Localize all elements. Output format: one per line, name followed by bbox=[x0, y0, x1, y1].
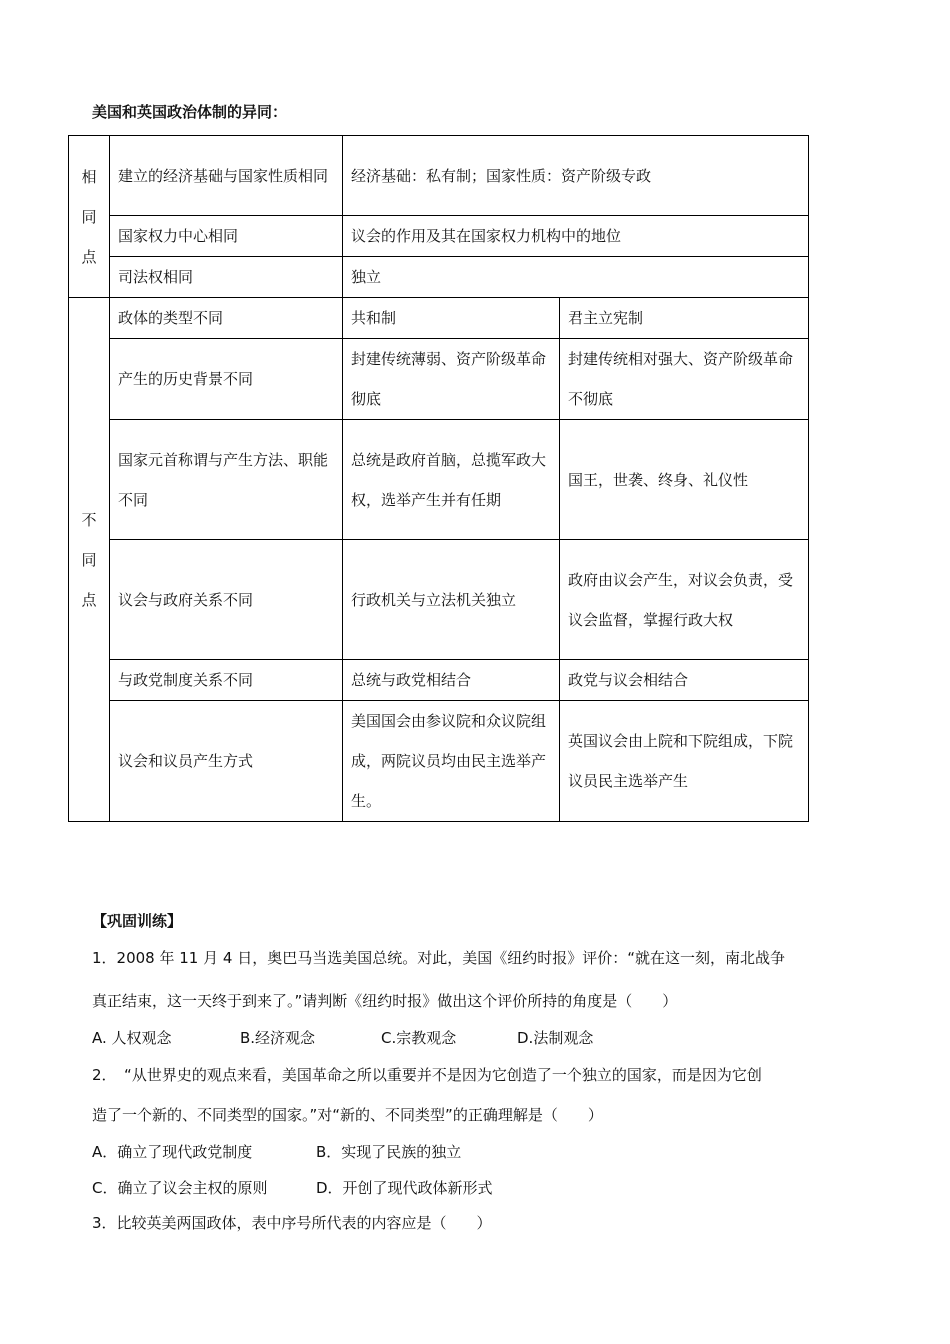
question-3-line-1: 3．比较英美两国政体，表中序号所代表的内容应是（ ） bbox=[92, 1214, 492, 1232]
question-2-options-ab bbox=[92, 1141, 461, 1162]
table-row bbox=[69, 660, 809, 701]
table-cell: 总统与政党相结合 bbox=[343, 660, 560, 701]
table-cell: 封建传统薄弱、资产阶级革命彻底 bbox=[343, 339, 560, 420]
question-2-line-2: 造了一个新的、不同类型的国家。”对“新的、不同类型”的正确理解是（ ） bbox=[92, 1106, 603, 1124]
table-cell: 与政党制度关系不同 bbox=[110, 660, 343, 701]
table-row bbox=[69, 257, 809, 298]
q1-option-d: D.法制观念 bbox=[517, 1029, 594, 1047]
comparison-table bbox=[68, 135, 809, 822]
q2-option-c: C．确立了议会主权的原则 bbox=[92, 1179, 268, 1197]
table-cell: 议会与政府关系不同 bbox=[110, 540, 343, 660]
question-1-options bbox=[92, 1027, 593, 1048]
table-row bbox=[69, 216, 809, 257]
table-cell: 产生的历史背景不同 bbox=[110, 339, 343, 420]
q1-option-b: B.经济观念 bbox=[240, 1029, 316, 1047]
table-cell: 国家元首称谓与产生方法、职能不同 bbox=[110, 420, 343, 540]
table-row bbox=[69, 540, 809, 660]
table-cell: 国家权力中心相同 bbox=[110, 216, 343, 257]
question-1-line-2: 真正结束，这一天终于到来了。”请判断《纽约时报》做出这个评价所持的角度是（ ） bbox=[92, 992, 678, 1010]
question-2-options-cd bbox=[92, 1177, 493, 1198]
q1-option-a: A. 人权观念 bbox=[92, 1029, 172, 1047]
table-cell: 共和制 bbox=[343, 298, 560, 339]
table-title: 美国和英国政治体制的异同： bbox=[92, 103, 288, 121]
table-cell: 独立 bbox=[343, 257, 809, 298]
table-cell: 政党与议会相结合 bbox=[560, 660, 809, 701]
q2-option-b: B．实现了民族的独立 bbox=[316, 1143, 462, 1161]
question-2-line-1: 2． “从世界史的观点来看，美国革命之所以重要并不是因为它创造了一个独立的国家，而是因为它创 bbox=[92, 1066, 762, 1084]
diff-points-label: 不 同 点 bbox=[69, 298, 110, 822]
table-cell: 国王，世袭、终身、礼仪性 bbox=[560, 420, 809, 540]
table-cell: 议会和议员产生方式 bbox=[110, 701, 343, 822]
table-cell: 司法权相同 bbox=[110, 257, 343, 298]
table-cell: 美国国会由参议院和众议院组成，两院议员均由民主选举产生。 bbox=[343, 701, 560, 822]
table-cell: 封建传统相对强大、资产阶级革命不彻底 bbox=[560, 339, 809, 420]
question-1-line-1: 1．2008 年 11 月 4 日，奥巴马当选美国总统。对此，美国《纽约时报》评价：“就在这一刻，南北战争 bbox=[92, 949, 785, 967]
q2-option-a: A．确立了现代政党制度 bbox=[92, 1143, 253, 1161]
table-cell: 英国议会由上院和下院组成，下院议员民主选举产生 bbox=[560, 701, 809, 822]
table-row bbox=[69, 136, 809, 216]
table-row bbox=[69, 701, 809, 822]
table-cell: 君主立宪制 bbox=[560, 298, 809, 339]
same-points-label: 相 同 点 bbox=[69, 136, 110, 298]
table-row bbox=[69, 339, 809, 420]
table-cell: 建立的经济基础与国家性质相同 bbox=[110, 136, 343, 216]
table-cell: 经济基础：私有制；国家性质：资产阶级专政 bbox=[343, 136, 809, 216]
q2-option-d: D．开创了现代政体新形式 bbox=[316, 1179, 493, 1197]
q1-option-c: C.宗教观念 bbox=[381, 1029, 457, 1047]
table-cell: 行政机关与立法机关独立 bbox=[343, 540, 560, 660]
table-cell: 政府由议会产生，对议会负责，受议会监督，掌握行政大权 bbox=[560, 540, 809, 660]
table-row bbox=[69, 298, 809, 339]
table-cell: 议会的作用及其在国家权力机构中的地位 bbox=[343, 216, 809, 257]
table-row bbox=[69, 420, 809, 540]
section-title: 【巩固训练】 bbox=[92, 912, 183, 930]
table-cell: 政体的类型不同 bbox=[110, 298, 343, 339]
table-cell: 总统是政府首脑，总揽军政大权，选举产生并有任期 bbox=[343, 420, 560, 540]
